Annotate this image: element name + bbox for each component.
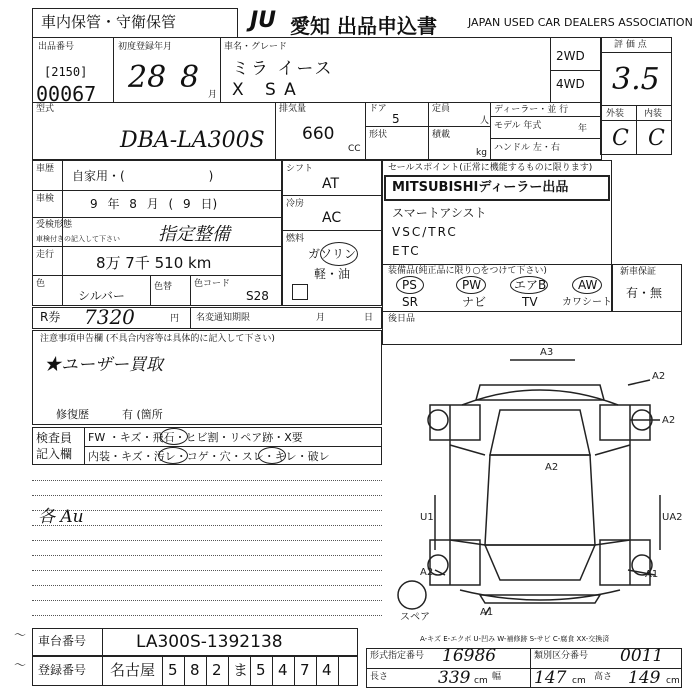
equip-ps: PS: [402, 278, 417, 292]
reg-c6: 7: [300, 661, 310, 679]
exterior-label: 外装: [606, 109, 625, 119]
circle-ps: [396, 276, 424, 294]
equip-label: 装備品(純正品に限り○をつけて下さい): [388, 266, 547, 276]
equip-navi: ナビ: [462, 295, 487, 309]
storage-box: [32, 8, 238, 38]
month-unit: 月: [208, 90, 218, 100]
reg-c1: 5: [168, 661, 178, 679]
year-unit: 年: [578, 124, 588, 134]
newcar-value: 有・無: [626, 286, 663, 300]
model-label: 型式: [36, 104, 55, 114]
length-unit: cm: [474, 676, 488, 686]
inspect-label: 車検: [36, 194, 55, 204]
load-label: 積載: [432, 130, 451, 140]
shift-value: AT: [322, 176, 340, 192]
score-value: 3.5: [612, 62, 660, 97]
notes-label: 注意事項申告欄 (不具合内容等は具体的に記入して下さい): [40, 334, 275, 344]
reg-c4: 5: [256, 661, 266, 679]
name-change-month: 月: [316, 313, 326, 323]
newcar-label: 新車保証: [620, 267, 657, 277]
form-title-en: JAPAN USED CAR DEALERS ASSOCIATION: [468, 16, 693, 29]
drive-4wd: 4WD: [556, 77, 585, 91]
yen-unit: 円: [170, 314, 180, 324]
reg-kana: ま: [233, 661, 249, 679]
form-title: 愛知 出品申込書: [290, 14, 437, 38]
fuel-light: 軽・油: [314, 267, 351, 281]
reg-city: 名古屋: [110, 661, 156, 679]
interior-grade: C: [648, 126, 665, 151]
fuel-label: 燃料: [286, 234, 305, 244]
model-year-label: モデル 年式: [494, 121, 542, 131]
name-change-day: 日: [364, 313, 374, 323]
circle-pw: [456, 276, 486, 294]
mileage-label: 走行: [36, 250, 55, 260]
margin-tick-1: 〜: [14, 628, 27, 642]
mark-ua2: UA2: [662, 512, 683, 523]
mark-a2-fr: A2: [662, 415, 676, 426]
color-change-label: 色替: [154, 282, 173, 292]
mileage-value: 8万 7千 510 km: [96, 254, 212, 272]
fw-row: FW ・キズ・飛石・ヒビ割・リペア跡・X要: [88, 431, 303, 444]
checker-label: 検査員: [36, 431, 73, 445]
first-reg-label: 初度登録年月: [118, 42, 173, 52]
mark-a2-center: A2: [545, 462, 559, 473]
mark-u1: U1: [420, 512, 434, 523]
handle-label: ハンドル 左・右: [494, 143, 560, 153]
circle-airbag: [510, 276, 548, 294]
exterior-grade: C: [612, 126, 629, 151]
lot-sub: [2150]: [44, 65, 88, 79]
katashiki-label: 形式指定番号: [370, 651, 425, 661]
sales-label: セールスポイント(正常に機能するものに限ります): [388, 163, 593, 173]
repair-value: 有 (箇所: [122, 408, 163, 421]
mark-a2-top: A2: [652, 371, 666, 382]
mark-a1-r: A1: [645, 569, 659, 580]
equip-airbag: エアB: [514, 278, 547, 292]
rear-box: [382, 311, 682, 345]
equip-sr: SR: [402, 295, 418, 309]
chassis-label: 車台番号: [38, 634, 87, 648]
ac-value: AC: [322, 210, 342, 226]
receive-label: 受検形態: [36, 220, 73, 230]
ruibetsu-value: 0011: [620, 646, 664, 666]
cc-unit: CC: [348, 144, 361, 154]
first-reg-year: 28: [128, 60, 167, 95]
carname-label: 車名・グレード: [224, 42, 288, 52]
height-unit: cm: [666, 676, 680, 686]
fuel-extra-box: [292, 284, 308, 300]
fuel-circle: [320, 242, 358, 266]
drive-2wd: 2WD: [556, 49, 585, 63]
ac-label: 冷房: [286, 199, 305, 209]
history-value: 自家用・( ): [72, 169, 214, 183]
sales-point-1: MITSUBISHIディーラー出品: [392, 180, 569, 195]
shift-label: シフト: [286, 164, 314, 174]
receive-sub: 車検付きの記入して下さい: [36, 235, 120, 243]
sales-point-3: VSC/TRC: [392, 225, 458, 239]
first-reg-month: 8: [180, 60, 200, 95]
color-label: 色: [36, 279, 46, 289]
height-value: 149: [628, 668, 661, 688]
kg-unit: kg: [476, 148, 487, 158]
margin-tick-2: 〜: [14, 658, 27, 672]
name-change-label: 名変通知期限: [196, 313, 251, 323]
hand-note: 各 Au: [38, 507, 84, 527]
displacement-label: 排気量: [279, 104, 307, 114]
inspect-value: 9 年 8 月 ( 9 日): [90, 197, 218, 211]
carname: ミラ イース: [232, 59, 334, 79]
mark-a2-rl: A2: [420, 567, 434, 578]
length-label: 長さ: [370, 672, 389, 682]
grade: X SA: [232, 80, 304, 100]
length-value: 339: [438, 668, 471, 688]
equip-pw: PW: [462, 278, 482, 292]
sales-point-4: ETC: [392, 244, 421, 258]
reg-label: 登録番号: [38, 663, 87, 677]
displacement-value: 660: [302, 124, 335, 144]
equip-tv: TV: [522, 295, 538, 309]
color-code-value: S28: [246, 289, 269, 303]
rear-label: 後日品: [388, 314, 416, 324]
lot-number: 00067: [36, 82, 97, 106]
equip-seat: カワシート: [562, 297, 612, 308]
damage-legend: A-キズ E-エクボ U-凹み W-補修跡 S-サビ C-腐食 XX-交換済: [420, 635, 610, 643]
interior-label: 内装: [644, 109, 663, 119]
r-label: R券: [40, 310, 61, 324]
circle-aw: [572, 276, 602, 294]
door-label: ドア: [369, 104, 387, 114]
repair-label: 修復歴: [56, 408, 89, 421]
mark-a1-b: A1: [480, 607, 494, 618]
width-unit: cm: [572, 676, 586, 686]
notes-value: ★ユーザー買取: [44, 355, 163, 375]
ruibetsu-label: 類別区分番号: [534, 651, 589, 661]
height-label: 高さ: [594, 672, 613, 682]
equip-aw: AW: [578, 278, 598, 292]
mark-a3: A3: [540, 347, 554, 358]
receive-value: 指定整備: [158, 224, 230, 245]
seat-label: 定員: [432, 104, 451, 114]
seat-unit: 人: [480, 116, 490, 126]
dealer-label: ディーラー・並 行: [494, 105, 569, 115]
history-label: 車歴: [36, 164, 55, 174]
r-value: 7320: [84, 305, 135, 329]
reg-c5: 4: [278, 661, 288, 679]
width-label: 幅: [492, 672, 502, 682]
interior-row: 内装・キズ・汚レ・コゲ・穴・スレ・キレ・破レ: [88, 450, 330, 463]
width-value: 147: [534, 668, 567, 688]
ju-logo: JU: [250, 8, 277, 33]
color-value: シルバー: [78, 289, 125, 303]
chassis-value: LA300S-1392138: [136, 632, 283, 652]
circle-yogore: [158, 447, 188, 464]
door-value: 5: [392, 112, 400, 126]
lot-label: 出品番号: [38, 42, 75, 52]
car-diagram: [390, 345, 690, 645]
score-label: 評 価 点: [614, 40, 647, 50]
entry-label: 記入欄: [36, 447, 73, 461]
shape-label: 形状: [369, 130, 388, 140]
reg-c3: 2: [212, 661, 222, 679]
katashiki-value: 16986: [442, 646, 497, 666]
circle-sure: [258, 447, 286, 464]
storage-text: 車内保管・守衛保管: [41, 13, 177, 31]
color-code-label: 色コード: [194, 279, 231, 289]
sales-point-2: スマートアシスト: [392, 206, 487, 220]
spare-label: スペア: [400, 612, 430, 623]
reg-c7: 4: [322, 661, 332, 679]
model-value: DBA-LA300S: [120, 128, 265, 153]
reg-c2: 8: [190, 661, 200, 679]
fuel-gas: ガソリン: [308, 247, 357, 261]
circle-tobiishi: [160, 428, 188, 445]
